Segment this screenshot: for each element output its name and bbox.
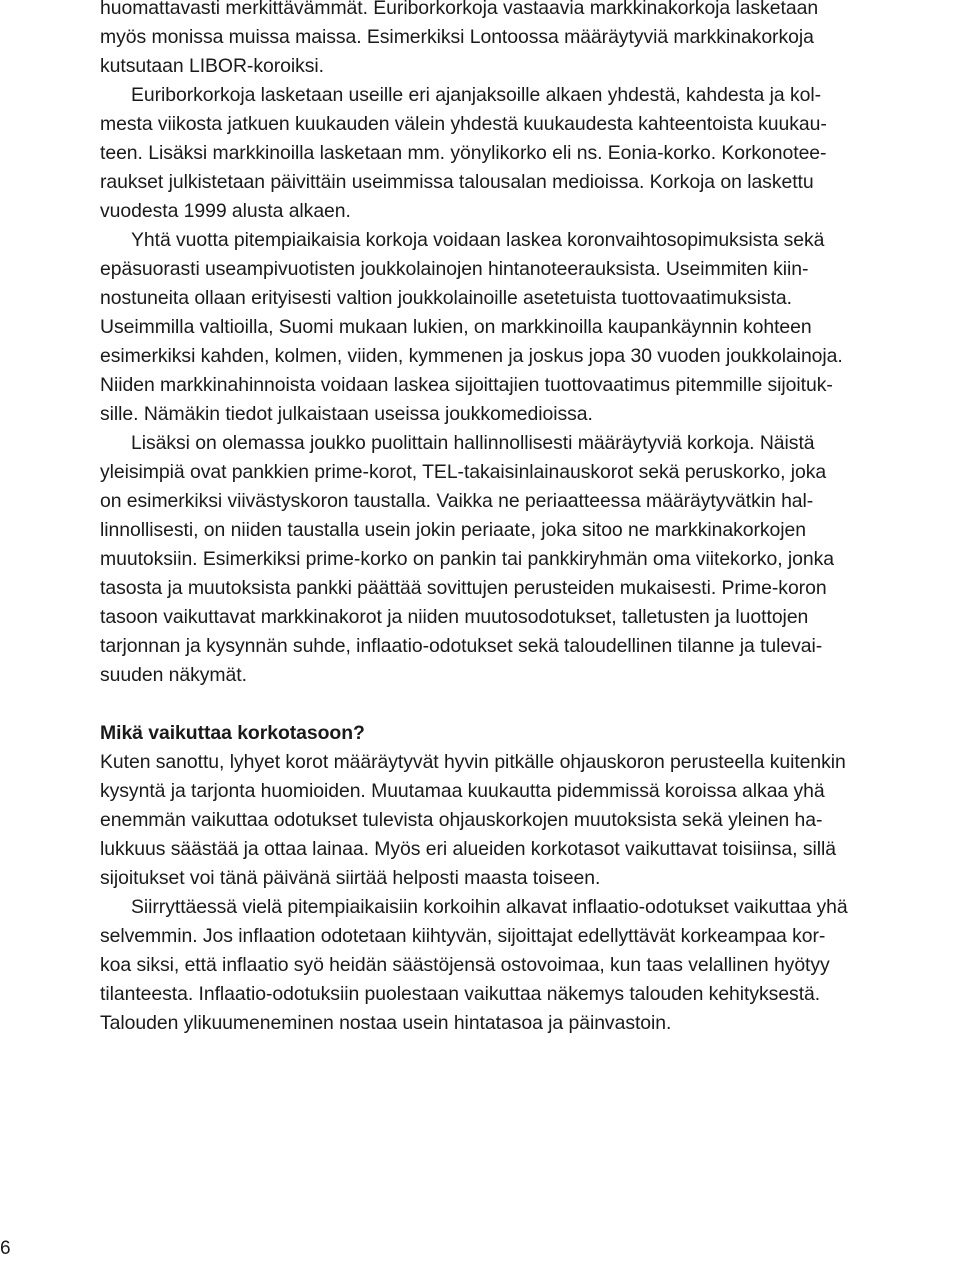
body-line: enemmän vaikuttaa odotukset tulevista ohjauskorkojen muutoksista sekä yleinen ha- (100, 809, 823, 831)
body-line: on esimerkiksi viivästyskoron taustalla. Vaikka ne periaatteessa määräytyvätkin hal- (100, 490, 814, 512)
body-line: esimerkiksi kahden, kolmen, viiden, kymmenen ja joskus jopa 30 vuoden joukkolainoja. (100, 345, 843, 367)
body-line: muutoksiin. Esimerkiksi prime-korko on pankin tai pankkiryhmän oma viitekorko, jonka (100, 548, 835, 570)
body-line: tarjonnan ja kysynnän suhde, inflaatio-odotukset sekä taloudellinen tilanne ja tulevai- (100, 635, 823, 657)
body-line: linnollisesti, on niiden taustalla usein jokin periaate, joka sitoo ne markkinakorkojen (100, 519, 806, 541)
body-line: yleisimpiä ovat pankkien prime-korot, TEL-takaisinlainauskorot sekä peruskorko, joka (100, 461, 827, 483)
body-line: vuodesta 1999 alusta alkaen. (100, 200, 351, 222)
body-line: myös monissa muissa maissa. Esimerkiksi Lontoossa määräytyviä markkinakorkoja (100, 26, 814, 48)
body-line: epäsuorasti useampivuotisten joukkolainojen hintanoteerauksista. Useimmiten kiin- (100, 258, 809, 280)
body-line: teen. Lisäksi markkinoilla lasketaan mm. yönylikorko eli ns. Eonia-korko. Korkonotee- (100, 142, 827, 164)
body-line: kysyntä ja tarjonta huomioiden. Muutamaa kuukautta pidemmissä koroissa alkaa yhä (100, 780, 825, 802)
body-line: suuden näkymät. (100, 664, 247, 686)
body-line: Siirryttäessä vielä pitempiaikaisiin korkoihin alkavat inflaatio-odotukset vaikuttaa yhä (131, 896, 848, 918)
body-line: mesta viikosta jatkuen kuukauden välein yhdestä kuukaudesta kahteentoista kuukau- (100, 113, 827, 135)
body-line: Talouden ylikuumeneminen nostaa usein hintatasoa ja päinvastoin. (100, 1012, 672, 1034)
body-line: Kuten sanottu, lyhyet korot määräytyvät hyvin pitkälle ohjauskoron perusteella kuitenkin (100, 751, 846, 773)
body-line: nostuneita ollaan erityisesti valtion joukkolainoille asetetuista tuottovaatimuksista. (100, 287, 792, 309)
body-line: Niiden markkinahinnoista voidaan laskea sijoittajien tuottovaatimus pitemmille sijoituk- (100, 374, 833, 396)
body-line: koa siksi, että inflaatio syö heidän säästöjensä ostovoimaa, kun taas velallinen hyötyy (100, 954, 830, 976)
body-line: lukkuus säästää ja ottaa lainaa. Myös eri alueiden korkotasot vaikuttavat toisiinsa, sillä (100, 838, 836, 860)
body-line: Useimmilla valtioilla, Suomi mukaan lukien, on markkinoilla kaupankäynnin kohteen (100, 316, 812, 338)
section-heading: Mikä vaikuttaa korkotasoon? (100, 722, 365, 744)
body-line: sille. Nämäkin tiedot julkaistaan useissa joukkomedioissa. (100, 403, 593, 425)
body-line: Yhtä vuotta pitempiaikaisia korkoja voidaan laskea koronvaihtosopimuksista sekä (131, 229, 825, 251)
body-line: Euriborkorkoja lasketaan useille eri ajanjaksoille alkaen yhdestä, kahdesta ja kol- (131, 84, 821, 106)
body-line: tasoon vaikuttavat markkinakorot ja niiden muutosodotukset, talletusten ja luottojen (100, 606, 809, 628)
body-line: tasosta ja muutoksista pankki päättää sovittujen perusteiden mukaisesti. Prime-koron (100, 577, 827, 599)
body-line: tilanteesta. Inflaatio-odotuksiin puolestaan vaikuttaa näkemys talouden kehityksestä. (100, 983, 821, 1005)
body-line: selvemmin. Jos inflaation odotetaan kiihtyvän, sijoittajat edellyttävät korkeampaa kor- (100, 925, 826, 947)
body-line: raukset julkistetaan päivittäin useimmissa talousalan medioissa. Korkoja on laskettu (100, 171, 814, 193)
body-line: sijoitukset voi tänä päivänä siirtää helposti maasta toiseen. (100, 867, 601, 889)
body-line: Lisäksi on olemassa joukko puolittain hallinnollisesti määräytyviä korkoja. Näistä (131, 432, 815, 454)
page-number: 6 (0, 1238, 11, 1259)
body-line: huomattavasti merkittävämmät. Euriborkorkoja vastaavia markkinakorkoja lasketaan (100, 0, 819, 19)
body-line: kutsutaan LIBOR-koroiksi. (100, 55, 324, 77)
